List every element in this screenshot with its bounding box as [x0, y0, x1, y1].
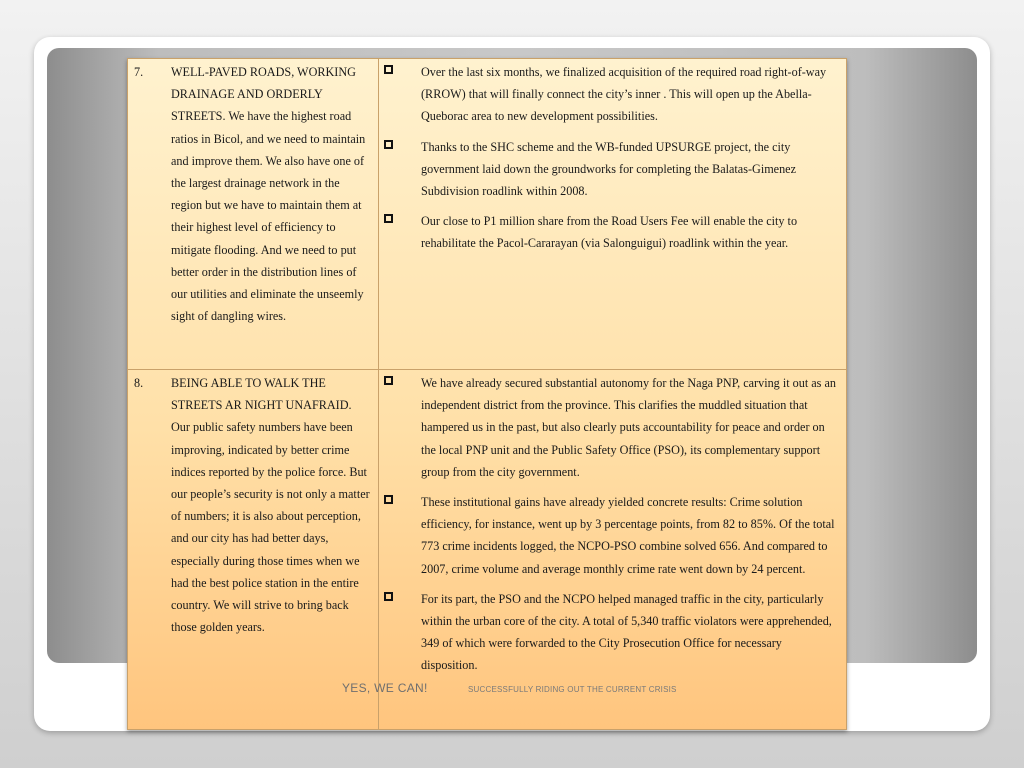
list-item — [381, 588, 841, 677]
bullet-text: We have already secured substantial autonomy for the Naga PNP, carving it out as an independent district from the province. This clarifies the muddled situation that hampered us in the past, but also clearly puts accountability for peace and order on the local PNP unit and the Public Safety Office (PSO), its complementary support group from the city government. — [421, 376, 836, 479]
hollow-square-icon — [384, 376, 393, 385]
footer-slogan: YES, WE CAN! — [342, 681, 428, 695]
hollow-square-icon — [384, 140, 393, 149]
table-row — [128, 59, 846, 370]
list-item — [381, 491, 841, 580]
list-item — [381, 372, 841, 483]
hollow-square-icon — [384, 65, 393, 74]
row-heading-text: BEING ABLE TO WALK THE STREETS AR NIGHT UNAFRAID. Our public safety numbers have been improving, indicated by better crime indices reported by the police force. But our people’s security is not only a matter of numbers; it is also about perception, and our city has had better days, especially during those times when we had the best police station in the entire country. We will strive to bring back those golden years. — [171, 376, 370, 635]
column-divider — [378, 59, 379, 369]
bullet-list — [381, 61, 841, 263]
column-divider — [378, 370, 379, 729]
bullet-text: For its part, the PSO and the NCPO helped managed traffic in the city, particularly within the urban core of the city. A total of 5,340 traffic violators were apprehended, 349 of which were forwarded to the City Prosecution Office for necessary disposition. — [421, 591, 832, 673]
bullet-text: Our close to P1 million share from the Road Users Fee will enable the city to rehabilitate the Pacol-Cararayan (via Salonguigui) roadlink within the year. — [421, 214, 798, 251]
bullet-list — [381, 372, 841, 685]
bullet-text: These institutional gains have already yielded concrete results: Crime solution efficiency, for instance, went up by 3 percentage points, from 82 to 85%. Of the total 773 crime incidents logged, the NCPO-PSO combine solved 656. And compared to 2007, crime volume and average monthly crime rate went down by 24 percent. — [421, 495, 835, 576]
footer-title: SUCCESSFULLY RIDING OUT THE CURRENT CRISIS — [468, 685, 677, 694]
row-number: 8. — [134, 376, 144, 390]
bullet-text: Thanks to the SHC scheme and the WB-funded UPSURGE project, the city government laid down the groundworks for completing the Balatas-Gimenez Subdivision roadlink within 2008. — [421, 139, 797, 199]
hollow-square-icon — [384, 495, 393, 504]
row-number: 7. — [134, 65, 144, 79]
bullet-text: Over the last six months, we finalized acquisition of the required road right-of-way (RROW) that will finally connect the city’s inner . This will open up the Abella-Queborac area to new development possibilities. — [421, 65, 827, 124]
list-item — [381, 61, 841, 128]
hollow-square-icon — [384, 214, 393, 223]
hollow-square-icon — [384, 592, 393, 601]
list-item — [381, 210, 841, 254]
row-heading-text: WELL-PAVED ROADS, WORKING DRAINAGE AND ORDERLY STREETS. We have the highest road ratios in Bicol, and we need to maintain and improve them. We also have one of the largest drainage network in the region but we have to maintain them at their highest level of efficiency to mitigate flooding. And we need to put better order in the distribution lines of our utilities and eliminate the unseemly sight of dangling wires. — [171, 65, 366, 324]
table-row — [128, 370, 846, 729]
action-table — [127, 58, 847, 730]
list-item — [381, 136, 841, 203]
